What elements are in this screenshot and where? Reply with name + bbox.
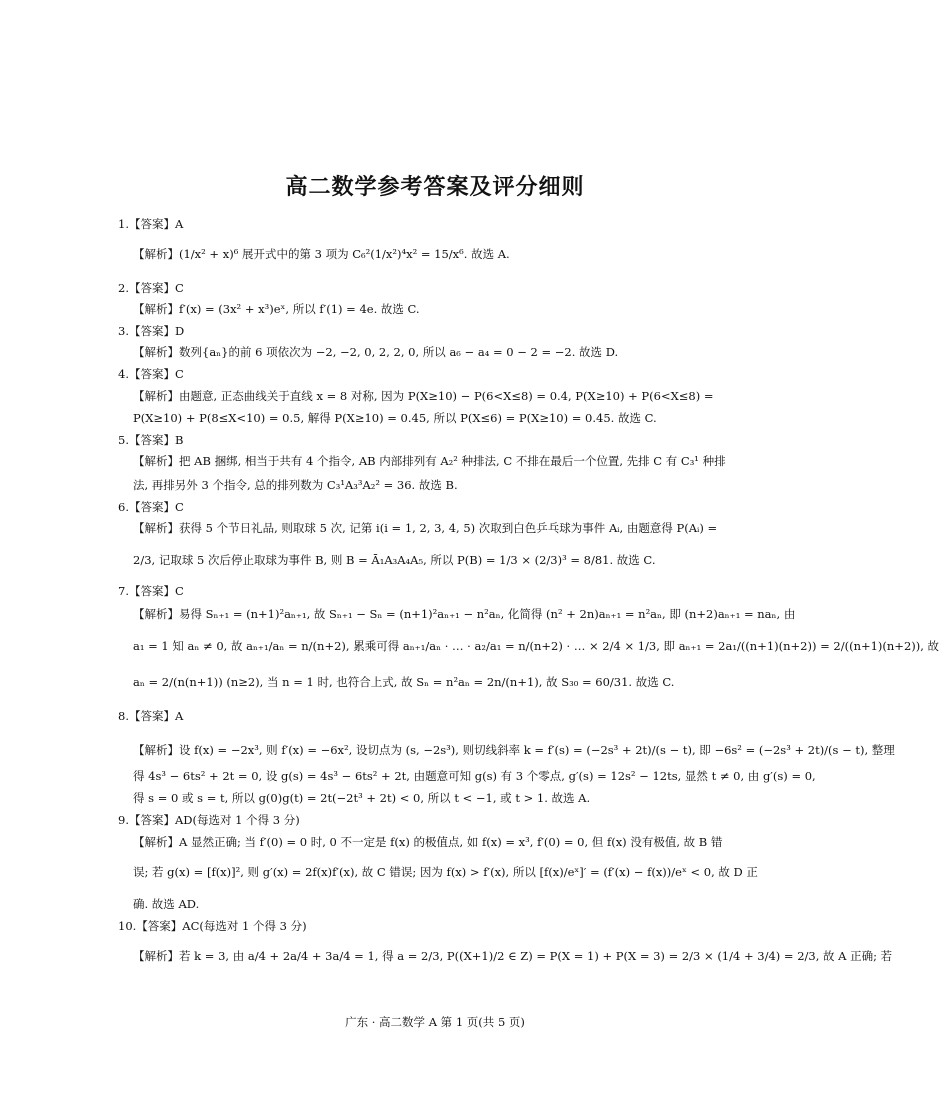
answer-4-heading: 4.【答案】C <box>118 367 184 381</box>
analysis-9-line: 确. 故选 AD. <box>133 897 200 911</box>
answer-10-heading: 10.【答案】AC(每选对 1 个得 3 分) <box>118 919 307 933</box>
analysis-9-line: 误; 若 g(x) = [f(x)]², 则 g′(x) = 2f(x)f′(x), 故 C 错误; 因为 f(x) > f′(x), 所以 [f(x)/eˣ]′ = (f′(x) − f(x))/eˣ < 0, 故 D 正 <box>133 865 758 879</box>
answer-3-heading: 3.【答案】D <box>118 324 185 338</box>
analysis-5-line: 法, 再排另外 3 个指令, 总的排列数为 C₃¹A₃³A₂² = 36. 故选 B. <box>133 478 458 492</box>
analysis-1-line: 【解析】(1/x² + x)⁶ 展开式中的第 3 项为 C₆²(1/x²)⁴x² = 15/x⁶. 故选 A. <box>133 247 510 261</box>
analysis-6-line: 【解析】获得 5 个节日礼品, 则取球 5 次, 记第 i(i = 1, 2, 3, 4, 5) 次取到白色乒乓球为事件 Aᵢ, 由题意得 P(Aᵢ) = <box>133 521 718 535</box>
answer-1-heading: 1.【答案】A <box>118 217 184 231</box>
analysis-7-line: 【解析】易得 Sₙ₊₁ = (n+1)²aₙ₊₁, 故 Sₙ₊₁ − Sₙ = (n+1)²aₙ₊₁ − n²aₙ, 化简得 (n² + 2n)aₙ₊₁ = n²aₙ, 即 (n+2)aₙ₊₁ = naₙ, 由 <box>133 607 796 621</box>
page-footer: 广东 · 高二数学 A 第 1 页(共 5 页) <box>345 1015 525 1029</box>
answer-5-heading: 5.【答案】B <box>118 433 184 447</box>
analysis-8-line: 得 4s³ − 6ts² + 2t = 0, 设 g(s) = 4s³ − 6ts² + 2t, 由题意可知 g(s) 有 3 个零点, g′(s) = 12s² − 12ts, 显然 t ≠ 0, 由 g′(s) = 0, <box>133 769 816 783</box>
analysis-8-line: 【解析】设 f(x) = −2x³, 则 f′(x) = −6x², 设切点为 (s, −2s³), 则切线斜率 k = f′(s) = (−2s³ + 2t)/(s − t), 即 −6s² = (−2s³ + 2t)/(s − t), 整理 <box>133 743 895 757</box>
answer-7-heading: 7.【答案】C <box>118 584 184 598</box>
analysis-7-line: aₙ = 2/(n(n+1)) (n≥2), 当 n = 1 时, 也符合上式, 故 Sₙ = n²aₙ = 2n/(n+1), 故 S₃₀ = 60/31. 故选 C. <box>133 675 675 689</box>
analysis-2-line: 【解析】f′(x) = (3x² + x³)eˣ, 所以 f′(1) = 4e. 故选 C. <box>133 302 420 316</box>
answer-2-heading: 2.【答案】C <box>118 281 184 295</box>
analysis-4-line: P(X≥10) + P(8≤X<10) = 0.5, 解得 P(X≥10) = 0.45, 所以 P(X≤6) = P(X≥10) = 0.45. 故选 C. <box>133 411 657 425</box>
analysis-9-line: 【解析】A 显然正确; 当 f′(0) = 0 时, 0 不一定是 f(x) 的极值点, 如 f(x) = x³, f′(0) = 0, 但 f(x) 没有极值, 故 B 错 <box>133 835 723 849</box>
analysis-3-line: 【解析】数列{aₙ}的前 6 项依次为 −2, −2, 0, 2, 2, 0, 所以 a₆ − a₄ = 0 − 2 = −2. 故选 D. <box>133 345 619 359</box>
answer-6-heading: 6.【答案】C <box>118 500 184 514</box>
analysis-8-line: 得 s = 0 或 s = t, 所以 g(0)g(t) = 2t(−2t³ + 2t) < 0, 所以 t < −1, 或 t > 1. 故选 A. <box>133 791 591 805</box>
analysis-10-line: 【解析】若 k = 3, 由 a/4 + 2a/4 + 3a/4 = 1, 得 a = 2/3, P((X+1)/2 ∈ Z) = P(X = 1) + P(X = 3) = 2/3 × (1/4 + 3/4) = 2/3, 故 A 正确; 若 <box>133 949 893 963</box>
answer-9-heading: 9.【答案】AD(每选对 1 个得 3 分) <box>118 813 300 827</box>
analysis-6-line: 2/3, 记取球 5 次后停止取球为事件 B, 则 B = Ā₁A₃A₄A₅, 所以 P(B) = 1/3 × (2/3)³ = 8/81. 故选 C. <box>133 553 656 567</box>
analysis-7-line: a₁ = 1 知 aₙ ≠ 0, 故 aₙ₊₁/aₙ = n/(n+2), 累乘可得 aₙ₊₁/aₙ · … · a₂/a₁ = n/(n+2) · … × 2/4 × 1/3, 即 aₙ₊₁ = 2a₁/((n+1)(n+2)) = 2/((n+1)(n+2)), 故 <box>133 639 939 653</box>
analysis-5-line: 【解析】把 AB 捆绑, 相当于共有 4 个指令, AB 内部排列有 A₂² 种排法, C 不排在最后一个位置, 先排 C 有 C₃¹ 种排 <box>133 454 726 468</box>
analysis-4-line: 【解析】由题意, 正态曲线关于直线 x = 8 对称, 因为 P(X≥10) − P(6<X≤8) = 0.4, P(X≥10) + P(6<X≤8) = <box>133 389 714 403</box>
page-title: 高二数学参考答案及评分细则 <box>285 175 585 200</box>
answer-8-heading: 8.【答案】A <box>118 709 184 723</box>
